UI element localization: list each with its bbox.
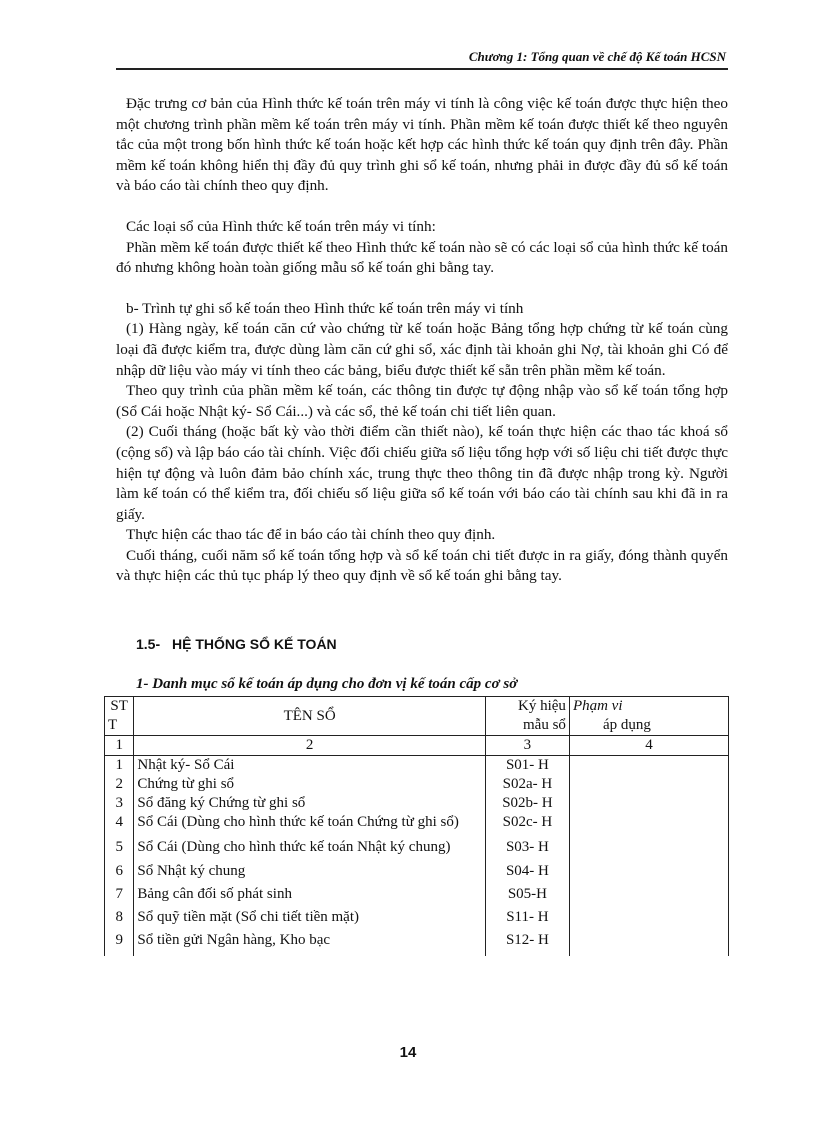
header-stt-line1: ST [110,698,128,714]
cell-name: Sổ Cái (Dùng cho hình thức kế toán Nhật ký chung) [134,832,486,857]
header-stt [105,697,134,736]
cell-code: S02a- H [485,775,569,794]
index-cell: 4 [569,736,728,756]
cell-code: S04- H [485,857,569,881]
index-cell: 2 [134,736,486,756]
header-stt-line2: T [108,717,118,733]
paragraph: Thực hiện các thao tác để in báo cáo tài chính theo quy định. [126,526,496,544]
cell-name: Sổ Nhật ký chung [134,857,486,881]
cell-name: Sổ quỹ tiền mặt (Sổ chi tiết tiền mặt) [134,904,486,927]
cell-stt: 1 [105,756,134,776]
paragraph: (2) Cuối tháng (hoặc bất kỳ vào thời điểm cần thiết nào), kế toán thực hiện các thao tác khoá sổ (cộng sổ) và lập báo cáo tài chính. Việc đối chiếu giữa số liệu tổng hợp với số liệu chi tiết được thực hiện tự động và luôn đảm bảo chính xác, trung thực theo thông tin đã được nhập trong kỳ. Người làm kế toán có thể kiểm tra, đối chiếu số liệu giữa sổ kế toán với báo cáo tài chính sau khi đã in ra giấy. [116,423,728,523]
paragraph: (1) Hàng ngày, kế toán căn cứ vào chứng từ kế toán hoặc Bảng tổng hợp chứng từ kế toán cùng loại đã được kiểm tra, được dùng làm căn cứ ghi sổ, xác định tài khoản ghi Nợ, tài khoản ghi Có để nhập dữ liệu vào máy vi tính theo các bảng, biểu được thiết kế sẵn trên phần mềm kế toán. [116,320,728,379]
table-row [105,756,729,776]
cell-name: Sổ đăng ký Chứng từ ghi sổ [134,794,486,813]
table-row [105,775,729,794]
cell-name: Sổ tiền gửi Ngân hàng, Kho bạc [134,927,486,956]
header-scope-line2: áp dụng [602,717,651,733]
chapter-title: Chương 1: Tổng quan về chế độ Kế toán HCSN [468,49,726,64]
page-header [116,40,728,70]
index-cell: 1 [105,736,134,756]
subsection-heading: 1- Danh mục sổ kế toán áp dụng cho đơn vị kế toán cấp cơ sở [136,676,518,692]
paragraph: b- Trình tự ghi sổ kế toán theo Hình thức kế toán trên máy vi tính [126,299,524,317]
cell-scope [569,775,728,794]
cell-scope [569,927,728,956]
header-code-line1: Ký hiệu [518,698,566,714]
header-name [134,697,486,736]
body-text [116,94,728,587]
table-row [105,857,729,881]
header-code-line2: mẫu sổ [523,717,566,733]
paragraph: Phần mềm kế toán được thiết kế theo Hình thức kế toán nào sẽ có các loại sổ của hình thức kế toán đó nhưng không hoàn toàn giống mẫu sổ kế toán ghi bằng tay. [116,238,728,277]
cell-scope [569,881,728,904]
table-row [105,832,729,857]
cell-scope [569,857,728,881]
table-row [105,881,729,904]
table-row [105,813,729,832]
cell-stt: 2 [105,775,134,794]
cell-code: S11- H [485,904,569,927]
header-scope [569,697,728,736]
header-scope-line1: Phạm vi [572,698,623,714]
cell-name: Nhật ký- Sổ Cái [134,756,486,776]
ledger-table [104,696,729,956]
cell-stt: 3 [105,794,134,813]
header-name-text: TÊN SỔ [283,707,336,724]
cell-name: Bảng cân đối số phát sinh [134,881,486,904]
cell-code: S03- H [485,832,569,857]
cell-stt: 5 [105,832,134,857]
spacer [116,279,728,299]
paragraph: Đặc trưng cơ bản của Hình thức kế toán trên máy vi tính là công việc kế toán được thực hiện theo một chương trình phần mềm kế toán trên máy vi tính. Phần mềm kế toán được thiết kế theo nguyên tắc của một trong bốn hình thức kế toán hoặc kết hợp các hình thức kế toán quy định trên đây. Phần mềm kế toán không hiển thị đầy đủ quy trình ghi sổ kế toán, nhưng phải in được đầy đủ sổ kế toán và báo cáo tài chính theo quy định. [116,95,728,195]
cell-scope [569,813,728,832]
section-number: 1.5- [136,636,161,652]
table-row [105,794,729,813]
paragraph: Theo quy trình của phần mềm kế toán, các thông tin được tự động nhập vào sổ kế toán tổng hợp (Sổ Cái hoặc Nhật ký- Sổ Cái...) và các sổ, thẻ kế toán chi tiết liên quan. [116,382,728,420]
spacer [116,197,728,217]
cell-stt: 8 [105,904,134,927]
cell-code: S12- H [485,927,569,956]
table-index-row [105,736,729,756]
section-heading [136,636,337,652]
table-header-row [105,697,729,736]
header-code [485,697,569,736]
cell-name: Chứng từ ghi sổ [134,775,486,794]
index-cell: 3 [485,736,569,756]
cell-stt: 7 [105,881,134,904]
table-row [105,927,729,956]
paragraph: Các loại sổ của Hình thức kế toán trên máy vi tính: [126,217,436,235]
cell-scope [569,794,728,813]
section-title: HỆ THỐNG SỔ KẾ TOÁN [172,636,337,652]
page-number: 14 [399,1044,417,1061]
cell-code: S02b- H [485,794,569,813]
cell-code: S01- H [485,756,569,776]
cell-scope [569,904,728,927]
cell-code: S05-H [485,881,569,904]
cell-scope [569,756,728,776]
cell-stt: 6 [105,857,134,881]
paragraph: Cuối tháng, cuối năm sổ kế toán tổng hợp và sổ kế toán chi tiết được in ra giấy, đóng thành quyển và thực hiện các thủ tục pháp lý theo quy định về sổ kế toán ghi bằng tay. [116,546,728,585]
cell-scope [569,832,728,857]
cell-stt: 4 [105,813,134,832]
cell-stt: 9 [105,927,134,956]
cell-name: Sổ Cái (Dùng cho hình thức kế toán Chứng từ ghi sổ) [134,813,486,832]
cell-code: S02c- H [485,813,569,832]
table-row [105,904,729,927]
